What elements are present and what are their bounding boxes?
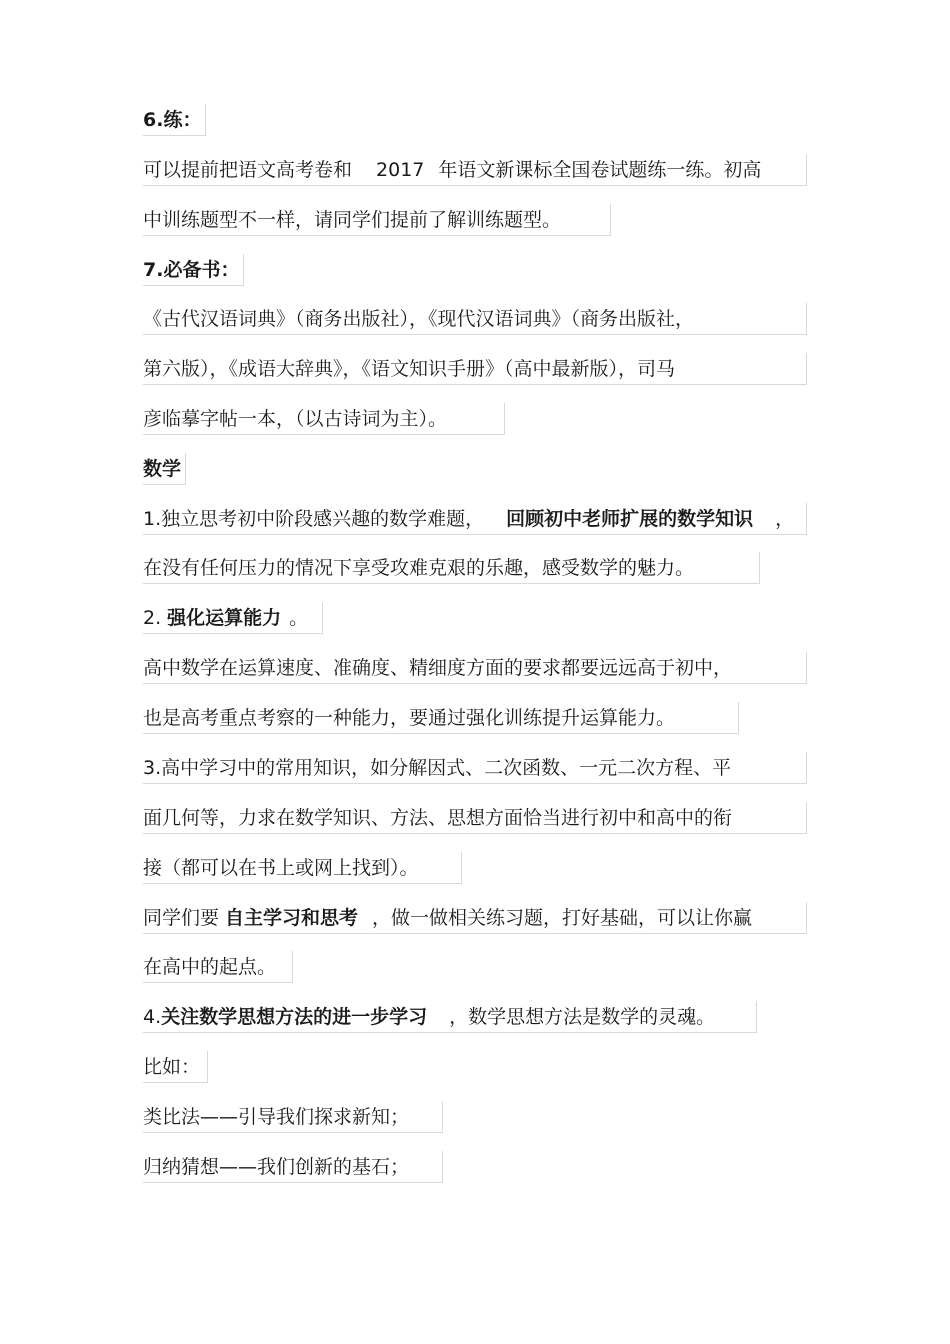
chinese-item6-line2: 中训练题型不一样，请同学们提前了解训练题型。	[143, 204, 611, 236]
chinese-item6-heading: 6.练：	[143, 104, 206, 136]
bold-phrase: 自主学习和思考	[225, 907, 359, 929]
math-item2-line2: 也是高考重点考察的一种能力，要通过强化训练提升运算能力。	[143, 702, 739, 734]
bold-phrase: 回顾初中老师扩展的数学知识	[506, 508, 754, 530]
text-run: 可以提前把语文高考卷和	[143, 159, 353, 181]
math-item4-example-intro: 比如：	[143, 1051, 208, 1083]
year-value: 2017	[376, 159, 425, 181]
math-item2-heading	[143, 602, 323, 634]
text-run: 4.	[143, 1006, 162, 1028]
bold-phrase: 强化运算能力	[167, 607, 282, 629]
text-run: 同学们要	[143, 907, 220, 929]
bold-phrase: 关注数学思想方法的进一步学习	[161, 1006, 428, 1028]
math-item1-line2: 在没有任何压力的情况下享受攻难克艰的乐趣，感受数学的魅力。	[143, 552, 760, 584]
math-item1-line1	[143, 503, 807, 535]
text-run: 1.独立思考初中阶段感兴趣的数学难题，	[143, 508, 485, 530]
math-item4-example-2: 归纳猜想——我们创新的基石；	[143, 1151, 443, 1183]
math-item3-para2-line2: 在高中的起点。	[143, 951, 293, 983]
text-run: 年语文新课标全国卷试题练一练。初高	[438, 159, 762, 181]
chinese-item7-line1: 《古代汉语词典》（商务出版社），《现代汉语词典》（商务出版社，	[143, 303, 807, 335]
math-item4-heading	[143, 1001, 757, 1033]
chinese-item7-heading: 7.必备书：	[143, 254, 244, 286]
math-item3-para2-line1	[143, 902, 807, 934]
text-run: 2.	[143, 607, 162, 629]
chinese-item6-line1	[143, 154, 807, 186]
text-run: 。	[289, 607, 309, 629]
math-heading: 数学	[143, 453, 186, 485]
math-item2-line1: 高中数学在运算速度、准确度、精细度方面的要求都要远远高于初中，	[143, 652, 807, 684]
math-item3-line3: 接（都可以在书上或网上找到）。	[143, 852, 462, 884]
text-run: ，	[775, 508, 795, 530]
math-item3-line2: 面几何等，力求在数学知识、方法、思想方面恰当进行初中和高中的衔	[143, 802, 807, 834]
chinese-item7-line2: 第六版），《成语大辞典》，《语文知识手册》（高中最新版），司马	[143, 353, 807, 385]
text-run: ，做一做相关练习题，打好基础，可以让你赢	[372, 907, 753, 929]
math-item4-example-1: 类比法——引导我们探求新知；	[143, 1101, 443, 1133]
math-item3-line1: 3.高中学习中的常用知识，如分解因式、二次函数、一元二次方程、平	[143, 752, 807, 784]
text-run: ，数学思想方法是数学的灵魂。	[449, 1006, 716, 1028]
chinese-item7-line3: 彦临摹字帖一本，（以古诗词为主）。	[143, 403, 505, 435]
